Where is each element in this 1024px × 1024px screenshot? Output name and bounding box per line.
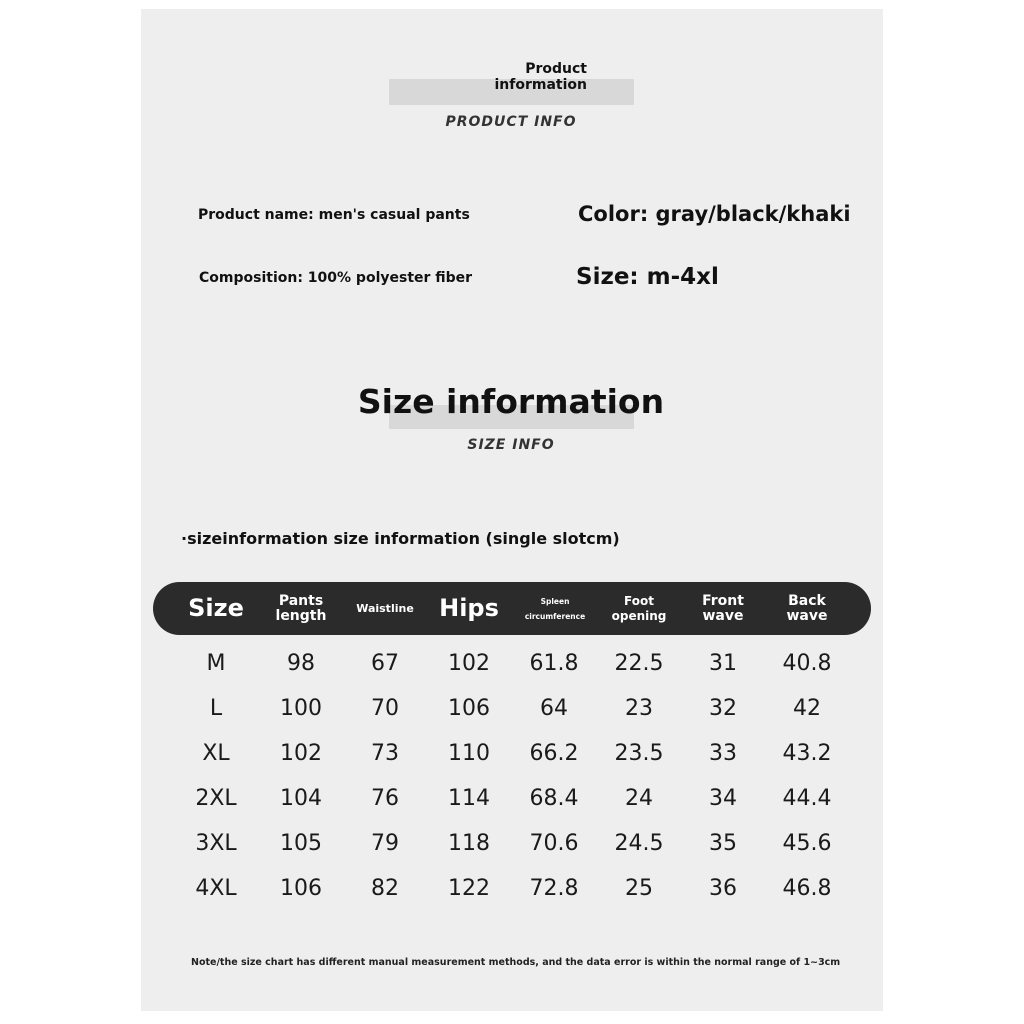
table-cell: 45.6 — [782, 831, 832, 856]
table-cell: 35 — [709, 831, 737, 856]
table-cell: 73 — [371, 741, 399, 766]
header-foot-opening-line2: opening — [611, 608, 667, 623]
table-cell: XL — [202, 741, 230, 766]
product-size-range: Size: m-4xl — [576, 264, 719, 290]
table-cell: 104 — [280, 786, 322, 811]
table-cell: M — [206, 651, 226, 676]
header-spleen-circumference — [511, 582, 599, 635]
table-cell: 25 — [625, 876, 653, 901]
table-cell: 34 — [709, 786, 737, 811]
product-color: Color: gray/black/khaki — [578, 202, 851, 226]
table-cell: 100 — [280, 696, 322, 721]
header-waistline-label: Waistline — [356, 602, 414, 615]
table-cell: 72.8 — [529, 876, 579, 901]
table-cell: 23 — [625, 696, 653, 721]
table-cell: 106 — [448, 696, 490, 721]
product-info-title — [441, 61, 587, 93]
header-back-wave — [765, 582, 849, 635]
table-cell: 67 — [371, 651, 399, 676]
header-size-label: Size — [188, 594, 244, 622]
table-cell: 98 — [287, 651, 315, 676]
product-info-title-line1: Product — [525, 61, 587, 77]
table-row — [141, 731, 883, 776]
table-cell: 32 — [709, 696, 737, 721]
table-cell: 68.4 — [529, 786, 579, 811]
product-composition: Composition: 100% polyester fiber — [199, 270, 473, 286]
table-cell: 36 — [709, 876, 737, 901]
table-cell: 2XL — [195, 786, 237, 811]
product-info-panel — [141, 9, 883, 1011]
table-row — [141, 866, 883, 911]
table-cell: 122 — [448, 876, 490, 901]
table-cell: 33 — [709, 741, 737, 766]
table-cell: 4XL — [195, 876, 237, 901]
table-cell: 66.2 — [529, 741, 579, 766]
table-cell: 79 — [371, 831, 399, 856]
header-back-wave-line1: Back — [788, 592, 826, 609]
size-table-header — [153, 582, 871, 635]
table-cell: 22.5 — [614, 651, 664, 676]
size-table-caption: ·sizeinformation size information (single slotcm) — [181, 529, 620, 548]
product-name: Product name: men's casual pants — [198, 207, 470, 223]
size-info-subtitle: SIZE INFO — [467, 437, 555, 453]
table-cell: 118 — [448, 831, 490, 856]
table-cell: 64 — [540, 696, 568, 721]
table-cell: L — [209, 696, 223, 721]
table-cell: 40.8 — [782, 651, 832, 676]
table-cell: 114 — [448, 786, 490, 811]
table-cell: 70 — [371, 696, 399, 721]
header-pants-length — [259, 582, 343, 635]
header-front-wave-line1: Front — [702, 592, 744, 609]
table-cell: 106 — [280, 876, 322, 901]
table-cell: 110 — [448, 741, 490, 766]
table-cell: 76 — [371, 786, 399, 811]
table-cell: 102 — [280, 741, 322, 766]
header-back-wave-line2: wave — [786, 607, 828, 624]
table-row — [141, 641, 883, 686]
table-cell: 42 — [793, 696, 821, 721]
header-size — [173, 582, 259, 635]
header-hips-label: Hips — [439, 594, 499, 622]
table-cell: 61.8 — [529, 651, 579, 676]
table-row — [141, 776, 883, 821]
table-cell: 44.4 — [782, 786, 832, 811]
header-pants-length-line1: Pants — [278, 592, 324, 609]
table-cell: 70.6 — [529, 831, 579, 856]
table-cell: 23.5 — [614, 741, 664, 766]
header-waistline — [343, 582, 427, 635]
measurement-note: Note/the size chart has different manual measurement methods, and the data error is within the normal range of 1~3cm — [191, 957, 841, 968]
table-cell: 31 — [709, 651, 737, 676]
header-foot-opening-line1: Foot — [624, 593, 654, 608]
header-pants-length-line2: length — [275, 607, 327, 624]
table-cell: 43.2 — [782, 741, 832, 766]
product-info-title-line2: information — [494, 77, 587, 93]
table-row — [141, 686, 883, 731]
table-cell: 24 — [625, 786, 653, 811]
table-cell: 105 — [280, 831, 322, 856]
table-cell: 24.5 — [614, 831, 664, 856]
header-spleen-circumference-label: Spleen circumference — [524, 596, 586, 621]
header-front-wave — [681, 582, 765, 635]
table-cell: 3XL — [195, 831, 237, 856]
table-cell: 102 — [448, 651, 490, 676]
product-info-subtitle: PRODUCT INFO — [445, 114, 577, 130]
table-cell: 82 — [371, 876, 399, 901]
table-cell: 46.8 — [782, 876, 832, 901]
header-foot-opening — [597, 582, 681, 635]
table-row — [141, 821, 883, 866]
header-front-wave-line2: wave — [702, 607, 744, 624]
header-hips — [427, 582, 511, 635]
size-info-title: Size information — [357, 382, 665, 421]
